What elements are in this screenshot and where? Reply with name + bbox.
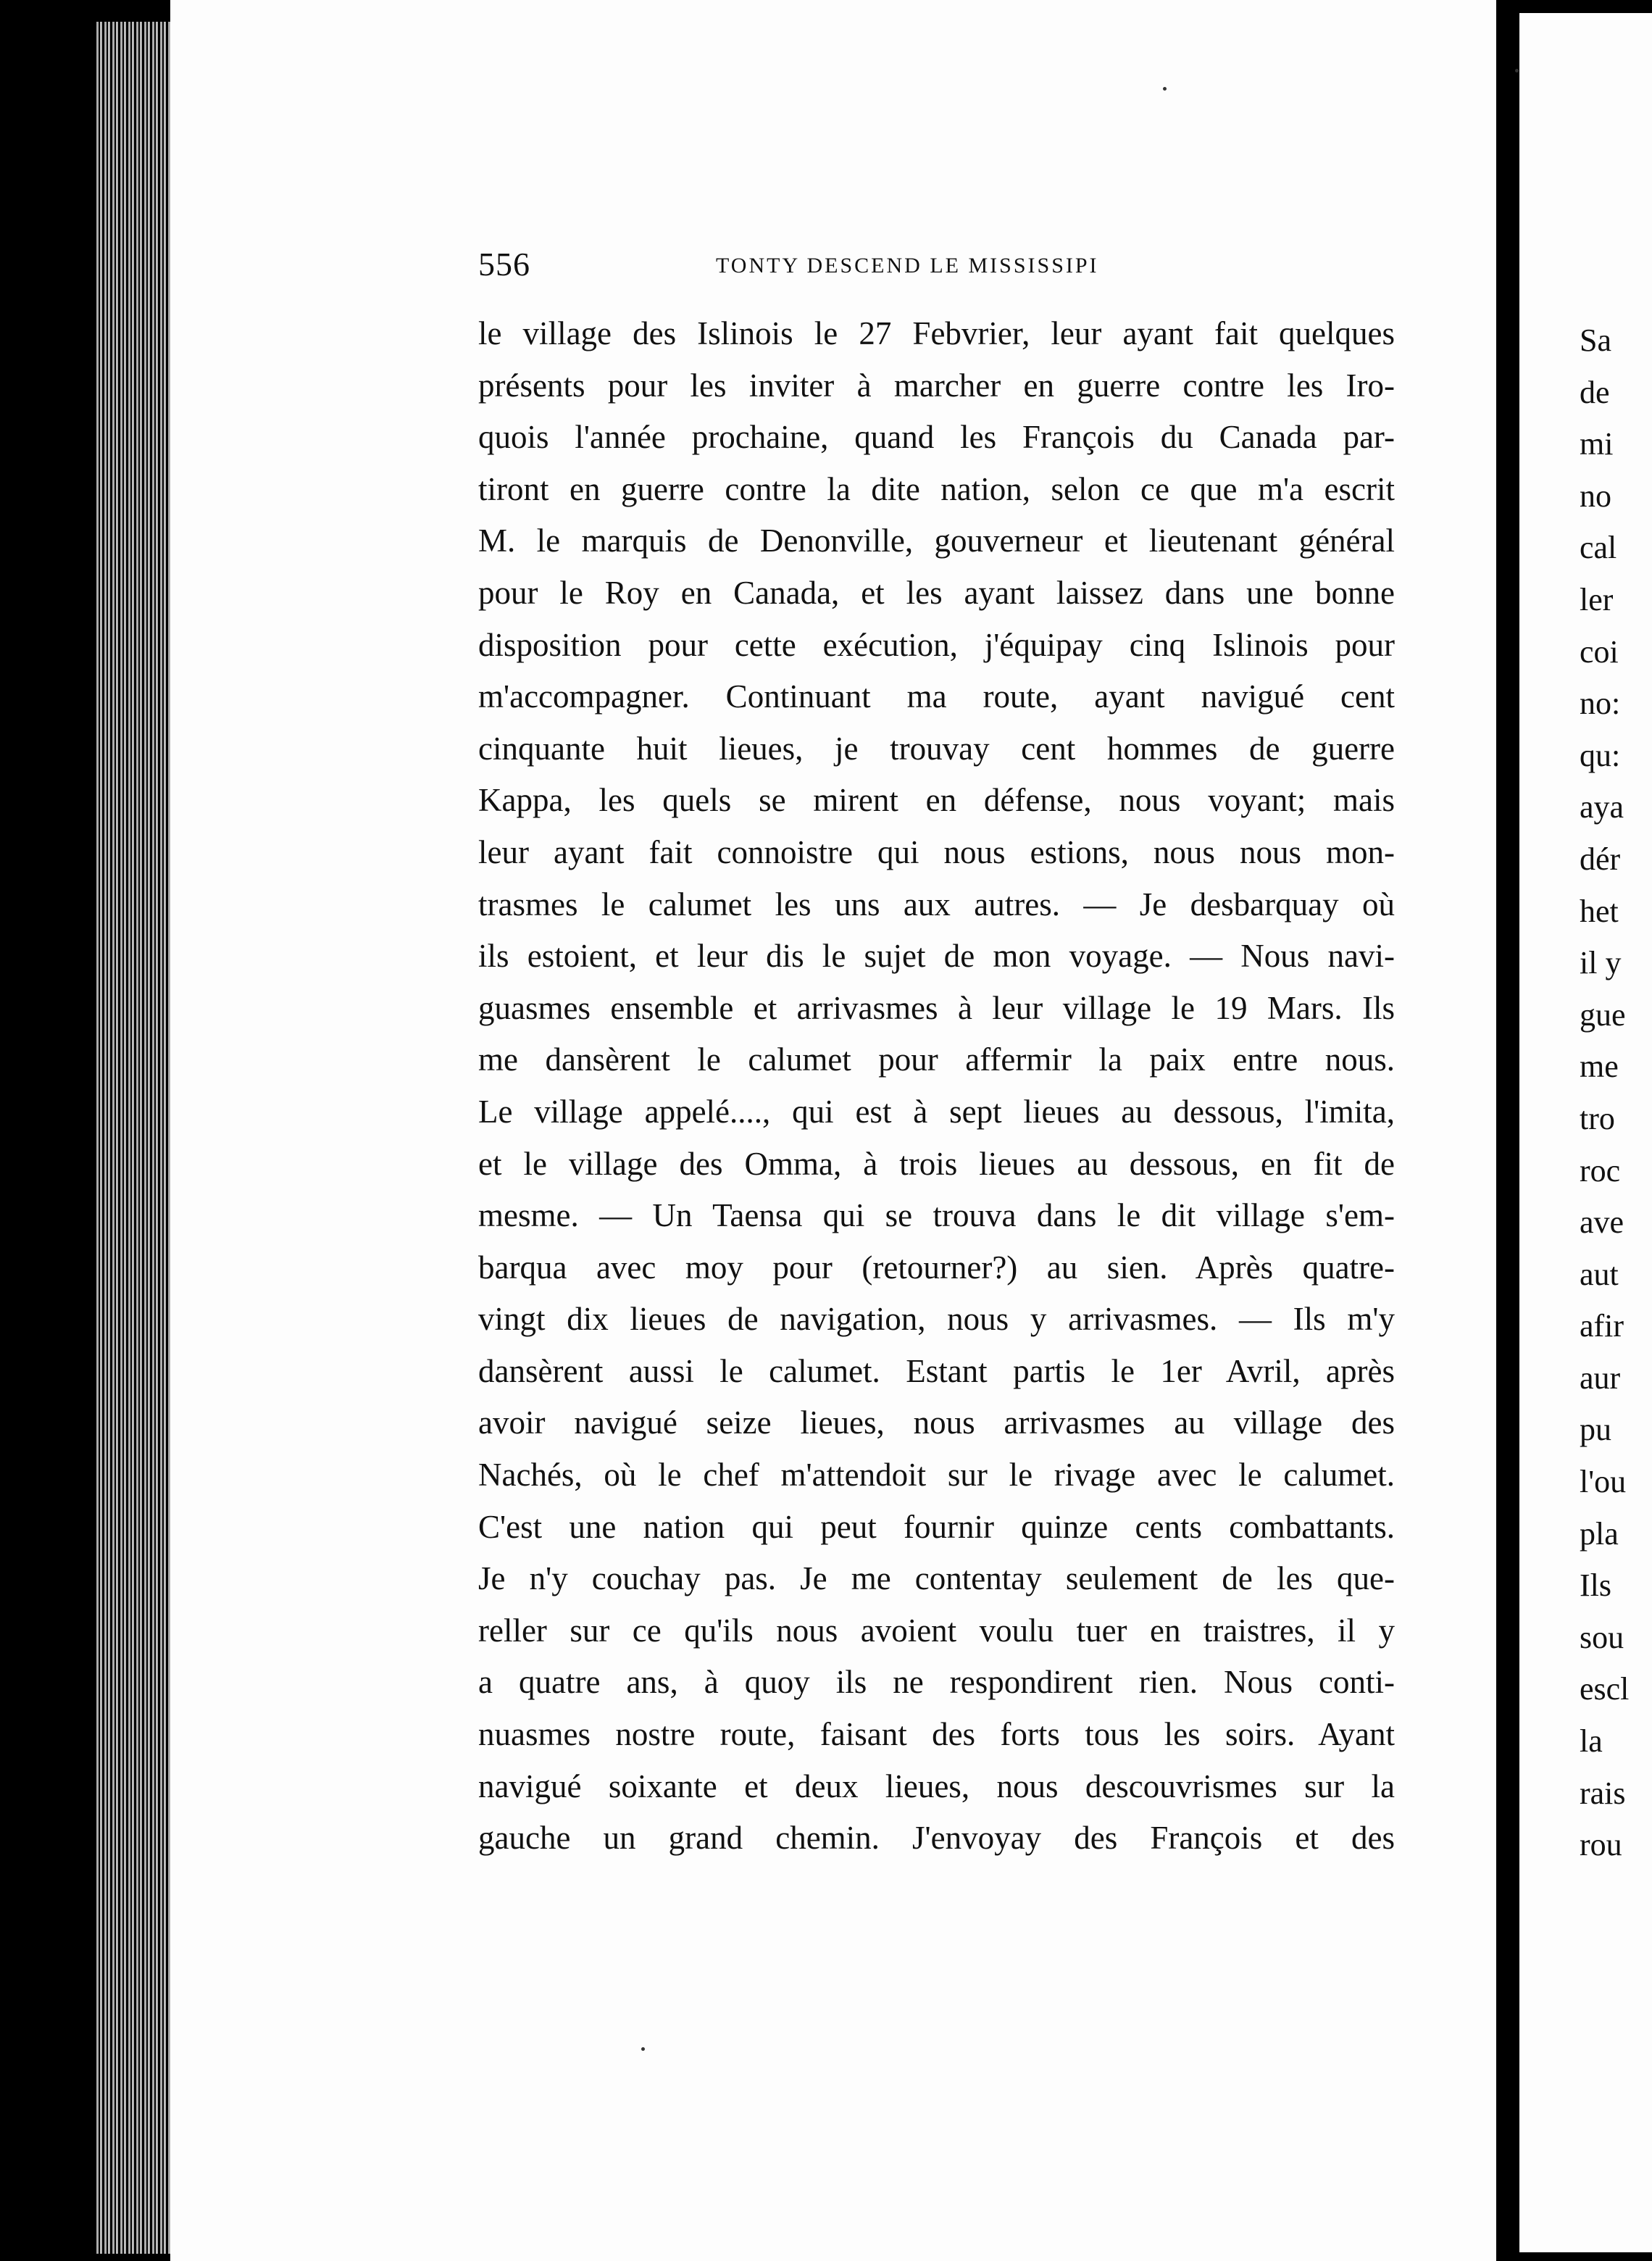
scan-speck [641, 2047, 645, 2051]
facing-page-fragment: qu: [1580, 737, 1621, 773]
facing-page-fragment: roc [1580, 1152, 1621, 1188]
text-line: et le village des Omma, à trois lieues au dessous, en fit de [478, 1145, 1395, 1182]
facing-page-fragment: aya [1580, 789, 1624, 825]
text-line: leur ayant fait connoistre qui nous estions, nous nous mon- [478, 833, 1395, 870]
text-line: tiront en guerre contre la dite nation, selon ce que m'a escrit [478, 470, 1395, 507]
book-gutter [1496, 0, 1519, 2261]
facing-page-fragment: la [1580, 1723, 1603, 1760]
text-line: M. le marquis de Denonville, gouverneur et lieutenant général [478, 522, 1395, 559]
facing-page-fragment: coi [1580, 633, 1619, 670]
scan-speck [1515, 69, 1519, 72]
text-line: présents pour les inviter à marcher en guerre contre les Iro- [478, 367, 1395, 404]
facing-page-fragment: ave [1580, 1204, 1624, 1241]
text-line: vingt dix lieues de navigation, nous y arrivasmes. — Ils m'y [478, 1301, 1395, 1338]
facing-page-fragment: Ils [1580, 1567, 1611, 1604]
text-line: navigué soixante et deux lieues, nous descouvrismes sur la [478, 1767, 1395, 1804]
facing-page-fragment: sou [1580, 1619, 1624, 1655]
scan-speck [1163, 87, 1167, 91]
facing-page-fragment: me [1580, 1049, 1619, 1085]
facing-page-fragment: dér [1580, 841, 1621, 877]
facing-page-fragment: aut [1580, 1256, 1619, 1292]
text-line: a quatre ans, à quoy ils ne respondirent rien. Nous conti- [478, 1664, 1395, 1701]
text-line: reller sur ce qu'ils nous avoient voulu tuer en traistres, il y [478, 1612, 1395, 1649]
text-line: mesme. — Un Taensa qui se trouva dans le dit village s'em- [478, 1197, 1395, 1234]
text-line: gauche un grand chemin. J'envoyay des François et des [478, 1820, 1395, 1857]
facing-page-fragment: tro [1580, 1100, 1615, 1136]
facing-page-fragment: no: [1580, 686, 1621, 722]
text-line: guasmes ensemble et arrivasmes à leur village le 19 Mars. Ils [478, 989, 1395, 1026]
facing-page-fragment: pla [1580, 1515, 1619, 1552]
running-title: TONTY DESCEND LE MISSISSIPI [716, 254, 1099, 278]
text-line: le village des Islinois le 27 Febvrier, leur ayant fait quelques [478, 315, 1395, 351]
text-line: Je n'y couchay pas. Je me contentay seulement de les que- [478, 1560, 1395, 1597]
facing-page-fragment: afir [1580, 1308, 1624, 1344]
text-line: Le village appelé...., qui est à sept lieues au dessous, l'imita, [478, 1093, 1395, 1130]
facing-page-fragment: ler [1580, 581, 1614, 617]
text-line: nuasmes nostre route, faisant des forts tous les soirs. Ayant [478, 1716, 1395, 1753]
facing-page-fragment: aur [1580, 1359, 1621, 1396]
facing-page-fragment: Sa [1580, 322, 1611, 358]
text-line: pour le Roy en Canada, et les ayant laissez dans une bonne [478, 574, 1395, 611]
text-line: Kappa, les quels se mirent en défense, nous voyant; mais [478, 782, 1395, 819]
facing-page-text [1580, 315, 1652, 1871]
text-line: C'est une nation qui peut fournir quinze cents combattants. [478, 1508, 1395, 1545]
text-line: dansèrent aussi le calumet. Estant partis le 1er Avril, après [478, 1352, 1395, 1389]
page-number: 556 [478, 246, 530, 283]
text-line: me dansèrent le calumet pour affermir la paix entre nous. [478, 1041, 1395, 1078]
text-line: trasmes le calumet les uns aux autres. — Je desbarquay où [478, 886, 1395, 923]
facing-page-fragment: rais [1580, 1775, 1626, 1811]
text-line: cinquante huit lieues, je trouvay cent hommes de guerre [478, 730, 1395, 767]
facing-page-fragment: mi [1580, 426, 1614, 462]
facing-page-fragment: gue [1580, 996, 1626, 1033]
facing-page-fragment: de [1580, 374, 1610, 410]
facing-page-fragment: pu [1580, 1412, 1611, 1448]
text-line: ils estoient, et leur dis le sujet de mon voyage. — Nous navi- [478, 938, 1395, 975]
text-line: Nachés, où le chef m'attendoit sur le rivage avec le calumet. [478, 1457, 1395, 1494]
facing-page-fragment: escl [1580, 1671, 1630, 1707]
text-line: barqua avec moy pour (retourner?) au sien. Après quatre- [478, 1249, 1395, 1286]
running-head [478, 245, 1395, 288]
text-line: avoir navigué seize lieues, nous arrivasmes au village des [478, 1404, 1395, 1441]
text-line: quois l'année prochaine, quand les François du Canada par- [478, 419, 1395, 456]
facing-page-fragment: l'ou [1580, 1464, 1627, 1500]
facing-page-fragment: het [1580, 893, 1619, 929]
facing-page-fragment: rou [1580, 1827, 1622, 1863]
body-text [478, 308, 1395, 1865]
facing-page-fragment: il y [1580, 945, 1622, 981]
facing-page-fragment: cal [1580, 530, 1617, 566]
facing-page-fragment: no [1580, 478, 1611, 514]
text-line: m'accompagner. Continuant ma route, ayant navigué cent [478, 678, 1395, 715]
page-edge-stack [94, 22, 181, 2254]
text-line: disposition pour cette exécution, j'équipay cinq Islinois pour [478, 626, 1395, 663]
